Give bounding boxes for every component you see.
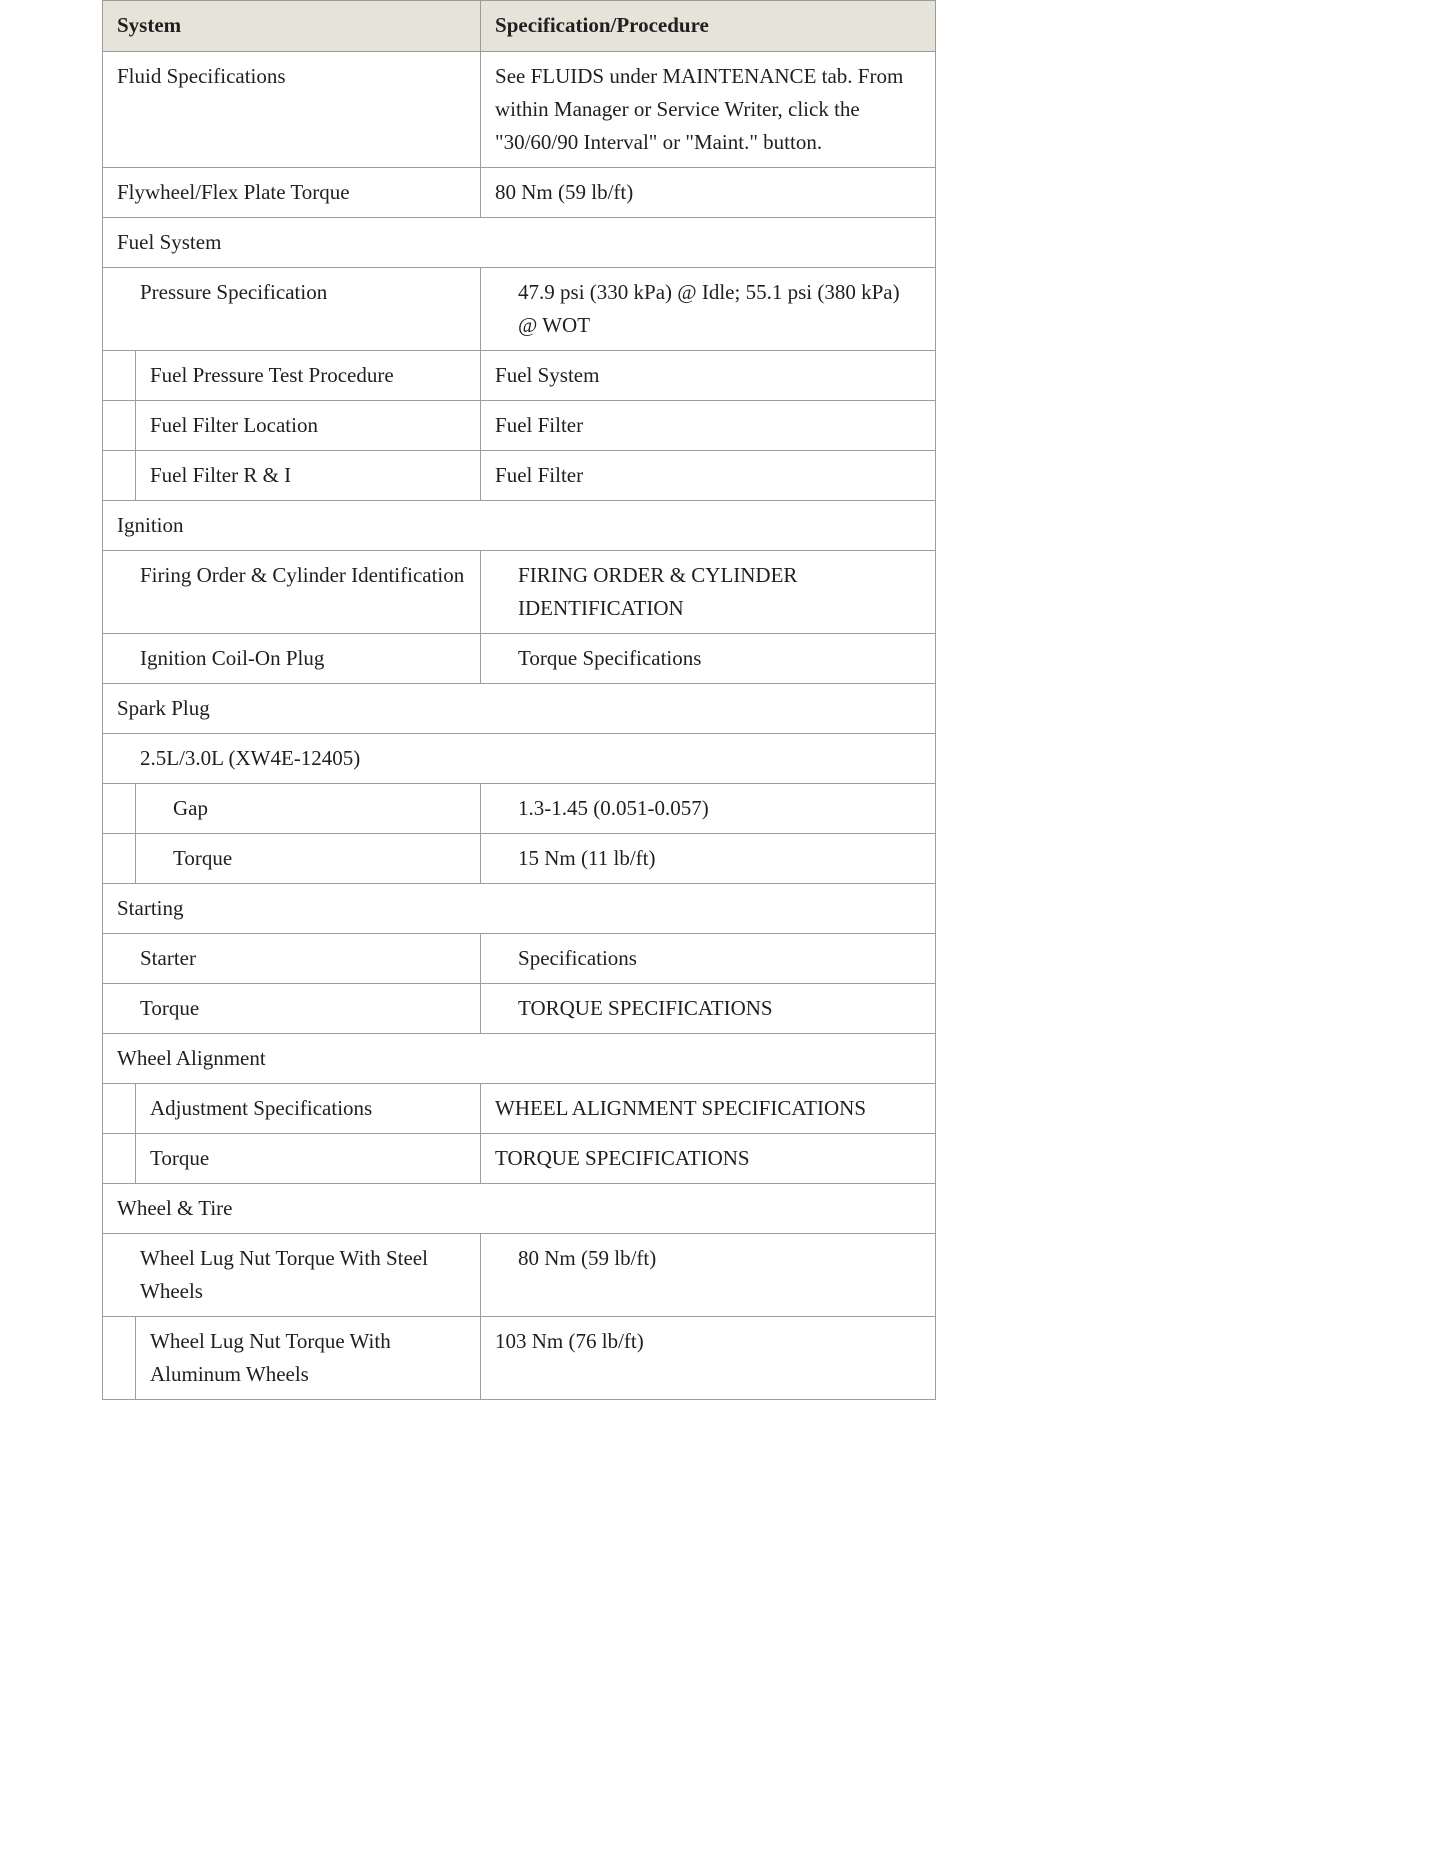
table-row	[103, 634, 936, 684]
column-header-specification: Specification/Procedure	[481, 1, 936, 52]
table-row	[103, 1234, 936, 1317]
specification-cell-text: Fuel System	[495, 363, 600, 387]
column-header-system: System	[103, 1, 481, 52]
system-cell	[103, 168, 481, 218]
indent-spacer-cell	[103, 401, 136, 451]
section-heading-text: Ignition	[117, 513, 184, 537]
table-row	[103, 834, 936, 884]
system-cell-text: Ignition Coil-On Plug	[140, 646, 325, 670]
specification-cell-text: Fuel Filter	[495, 463, 584, 487]
specification-cell-text: 103 Nm (76 lb/ft)	[495, 1329, 644, 1353]
system-cell-text: Starter	[140, 946, 196, 970]
section-heading	[103, 684, 936, 734]
system-cell-text: Fuel Filter Location	[150, 413, 318, 437]
indent-spacer-cell	[103, 351, 136, 401]
specification-cell	[481, 634, 936, 684]
section-heading	[103, 1034, 936, 1084]
subsection-heading-text: 2.5L/3.0L (XW4E-12405)	[140, 746, 361, 770]
system-cell	[136, 451, 481, 501]
specification-cell-text: FIRING ORDER & CYLINDER IDENTIFICATION	[518, 563, 798, 620]
section-heading-text: Starting	[117, 896, 184, 920]
system-cell-text: Torque	[140, 996, 200, 1020]
section-heading	[103, 1184, 936, 1234]
specification-cell-text: Specifications	[518, 946, 637, 970]
indent-spacer-cell	[103, 1134, 136, 1184]
table-row	[103, 52, 936, 168]
table-row	[103, 268, 936, 351]
section-heading-text: Spark Plug	[117, 696, 210, 720]
indent-spacer-cell	[103, 784, 136, 834]
system-cell	[103, 268, 481, 351]
table-row	[103, 1317, 936, 1400]
system-cell-text: Wheel Lug Nut Torque With Steel Wheels	[140, 1246, 428, 1303]
specification-cell	[481, 1084, 936, 1134]
system-cell-text: Firing Order & Cylinder Identification	[140, 563, 465, 587]
specification-cell	[481, 934, 936, 984]
system-cell	[103, 934, 481, 984]
specification-cell	[481, 451, 936, 501]
section-row	[103, 684, 936, 734]
section-row	[103, 1184, 936, 1234]
specification-cell-text: TORQUE SPECIFICATIONS	[495, 1146, 750, 1170]
table-row	[103, 351, 936, 401]
system-cell	[136, 351, 481, 401]
specification-cell	[481, 52, 936, 168]
table-row	[103, 1084, 936, 1134]
section-row	[103, 884, 936, 934]
section-heading	[103, 884, 936, 934]
table-row	[103, 401, 936, 451]
table-row	[103, 934, 936, 984]
section-heading	[103, 218, 936, 268]
system-cell-text: Torque	[150, 1146, 210, 1170]
specification-cell-text: 1.3-1.45 (0.051-0.057)	[518, 796, 709, 820]
specification-cell-text: WHEEL ALIGNMENT SPECIFICATIONS	[495, 1096, 867, 1120]
specification-cell	[481, 551, 936, 634]
system-cell-text: Pressure Specification	[140, 280, 328, 304]
table-row	[103, 451, 936, 501]
subsection-heading	[103, 734, 936, 784]
system-cell-text: Wheel Lug Nut Torque With Aluminum Wheels	[150, 1329, 391, 1386]
specification-table	[102, 0, 936, 1400]
system-cell	[136, 784, 481, 834]
system-cell	[136, 1134, 481, 1184]
specification-cell	[481, 1134, 936, 1184]
specification-cell	[481, 351, 936, 401]
table-row	[103, 784, 936, 834]
system-cell-text: Gap	[173, 796, 208, 820]
system-cell	[136, 401, 481, 451]
specification-cell	[481, 984, 936, 1034]
system-cell-text: Flywheel/Flex Plate Torque	[117, 180, 350, 204]
section-row	[103, 218, 936, 268]
system-cell	[136, 834, 481, 884]
subsection-row	[103, 734, 936, 784]
specification-cell-text: Torque Specifications	[518, 646, 702, 670]
section-heading-text: Fuel System	[117, 230, 222, 254]
specification-cell	[481, 401, 936, 451]
system-cell	[103, 551, 481, 634]
specification-cell-text: 47.9 psi (330 kPa) @ Idle; 55.1 psi (380 kPa) @ WOT	[518, 280, 900, 337]
section-heading-text: Wheel Alignment	[117, 1046, 266, 1070]
specification-cell-text: 15 Nm (11 lb/ft)	[518, 846, 656, 870]
specification-cell	[481, 784, 936, 834]
specification-cell-text: TORQUE SPECIFICATIONS	[518, 996, 773, 1020]
specification-cell-text: 80 Nm (59 lb/ft)	[495, 180, 634, 204]
indent-spacer-cell	[103, 1317, 136, 1400]
indent-spacer-cell	[103, 1084, 136, 1134]
system-cell	[103, 634, 481, 684]
specification-cell	[481, 168, 936, 218]
specification-cell	[481, 1234, 936, 1317]
table-body	[103, 52, 936, 1400]
system-cell	[103, 52, 481, 168]
specification-cell-text: 80 Nm (59 lb/ft)	[518, 1246, 657, 1270]
section-heading-text: Wheel & Tire	[117, 1196, 233, 1220]
system-cell-text: Fuel Pressure Test Procedure	[150, 363, 394, 387]
system-cell	[103, 984, 481, 1034]
system-cell-text: Adjustment Specifications	[150, 1096, 373, 1120]
table-row	[103, 984, 936, 1034]
specification-cell	[481, 268, 936, 351]
indent-spacer-cell	[103, 834, 136, 884]
system-cell-text: Torque	[173, 846, 233, 870]
table-row	[103, 1134, 936, 1184]
indent-spacer-cell	[103, 451, 136, 501]
specification-cell	[481, 834, 936, 884]
specification-cell-text: See FLUIDS under MAINTENANCE tab. From within Manager or Service Writer, click the "30/60/90 Interval" or "Maint." button.	[495, 64, 904, 154]
system-cell	[136, 1317, 481, 1400]
section-row	[103, 1034, 936, 1084]
table-row	[103, 168, 936, 218]
specification-cell-text: Fuel Filter	[495, 413, 584, 437]
system-cell	[103, 1234, 481, 1317]
section-row	[103, 501, 936, 551]
system-cell-text: Fluid Specifications	[117, 64, 286, 88]
table-header-row	[103, 1, 936, 52]
system-cell-text: Fuel Filter R & I	[150, 463, 292, 487]
system-cell	[136, 1084, 481, 1134]
section-heading	[103, 501, 936, 551]
table-row	[103, 551, 936, 634]
specification-cell	[481, 1317, 936, 1400]
